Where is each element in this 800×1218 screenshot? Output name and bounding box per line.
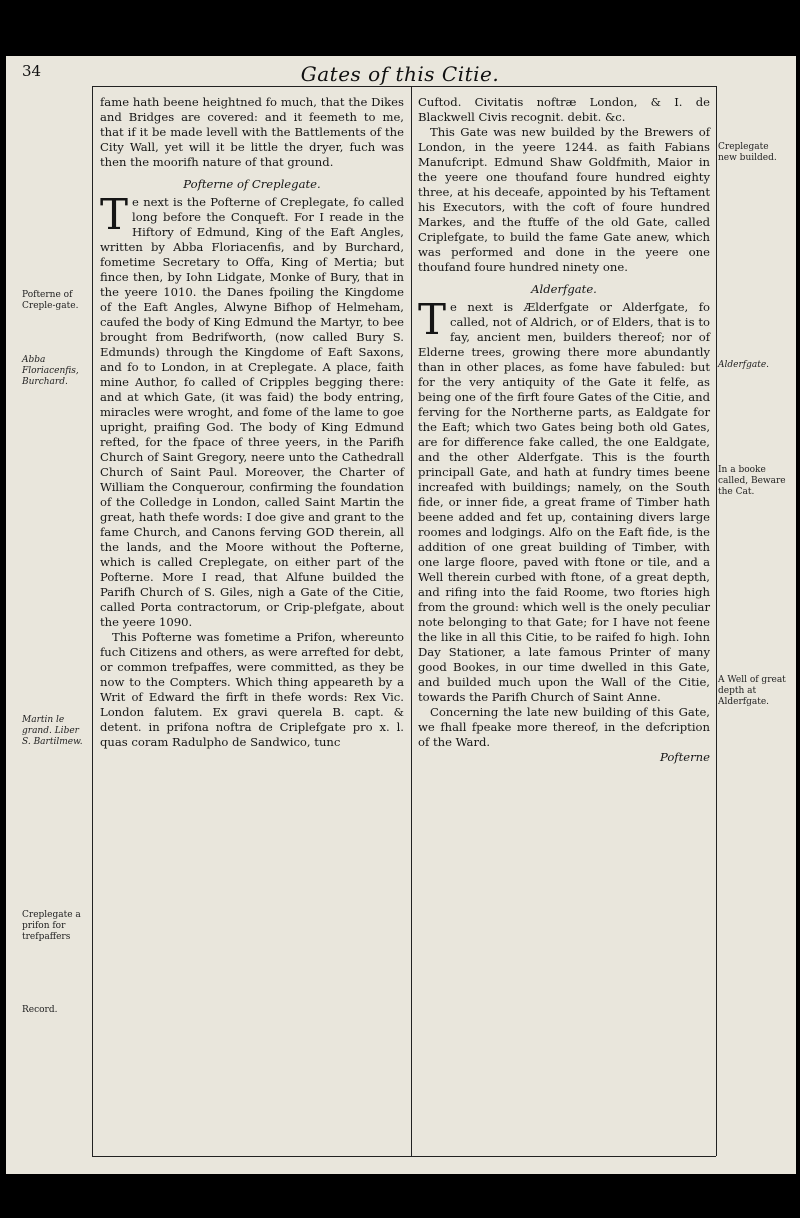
section-heading: Alderfgate. (531, 282, 597, 296)
right-column-rule (716, 86, 717, 1156)
bottom-rule (92, 1156, 716, 1157)
paragraph: Te next is Ælderfgate or Alderfgate, fo called, not of Aldrich, or of Elders, that is to fay, ancient men, builders thereof; nor of Elderne trees, growing there more abundantly than in other places, as fome have fabuled: but for the very antiquity of the Gate it felfe, as being one of the firft foure Gates of the Citie, and ferving for the Northerne parts, as Ealdgate for the Eaft; which two Gates being both old Gates, are for difference fake called, the one Ealdgate, and the other Alderfgate. This is the fourth principall Gate, and hath at fundry times beene increafed with buildings; namely, on the South fide, or inner fide, a great frame of Timber hath beene added and fet up, containing divers large roomes and lodgings. Alfo on the Eaft fide, is the addition of one great building of Timber, with one large floore, paved with ftone or tile, and a Well therein curbed with ftone, of a great depth, and rifing into the faid Roome, two ftories high from the ground: which well is the onely peculiar note belonging to that Gate; for I have not feene the like in all this Citie, to be raifed fo high. Iohn Day Stationer, a late famous Printer of many good Bookes, in our time dwelled in this Gate, and builded much upon the Wall of the Citie, towards the Parifh Church of Saint Anne. (418, 295, 710, 704)
center-column-rule (411, 86, 412, 1156)
margin-note: A Well of great depth at Alderfgate. (718, 675, 786, 707)
paragraph: Cuftod. Civitatis noftræ London, & I. de Blackwell Civis recognit. debit. &c. (418, 95, 710, 124)
section-heading: Pofterne of Creplegate. (183, 177, 321, 191)
margin-note: Alderfgate. (718, 360, 770, 370)
paragraph: Te next is the Pofterne of Creplegate, fo called long before the Conqueft. For I reade in the Hiftory of Edmund, King of the Eaft Angles, written by Abba Floriacenfis, and by Burchard, fometime Secretary to Offa, King of Mertia; but fince then, by Iohn Lidgate, Monke of Bury, that in the yeere 1010. the Danes fpoiling the Kingdome of the Eaft Angles, Alwyne Bifhop of Helmeham, caufed the body of King Edmund the Martyr, to bee brought from Bedrifworth, (now called Bury S. Edmunds) through the Kingdome of Eaft Saxons, and fo to London, in at Creplegate. A place, faith mine Author, fo called of Cripples begging there: and at which Gate, (it was faid) the body entring, miracles were wroght, and fome of the lame to goe upright, praifing God. The body of King Edmund refted, for the fpace of three yeers, in the Parifh Church of Saint Gregory, neere unto the Cathedrall Church of Saint Paul. Moreover, the Charter of William the Conquerour, confirming the foundation of the Colledge in London, called Saint Martin the great, hath thefe words: I doe give and grant to the fame Church, and Canons ferving GOD therein, all the lands, and the Moore without the Pofterne, which is called Creplegate, on either part of the Pofterne. More I read, that Alfune builded the Parifh Church of S. Giles, nigh a Gate of the Citie, called Porta contractorum, or Crip-plefgate, about the yeere 1090. (100, 190, 404, 629)
catchword: Pofterne (660, 750, 710, 764)
margin-note: Martin le grand. Liber S. Bartilmew. (22, 715, 83, 747)
margin-note: Record. (22, 1005, 58, 1015)
margin-note: Pofterne of Creple-gate. (22, 290, 79, 311)
drop-cap: T (100, 190, 129, 239)
margin-note: Abba Floriacenfis, Burchard. (22, 355, 79, 387)
margin-note: Creplegate a prifon for trefpaffers (22, 910, 81, 942)
left-column-rule (92, 86, 93, 1156)
right-text-column (418, 95, 710, 765)
margin-note: Creplegate new builded. (718, 142, 777, 163)
paragraph: This Pofterne was fometime a Prifon, whereunto fuch Citizens and others, as were arrefted for debt, or common trefpaffes, were committed, as they be now to the Compters. Which thing appeareth by a Writ of Edward the firft in thefe words: Rex Vic. London falutem. Ex gravi querela B. capt. & detent. in prifona noftra de Criplefgate pro x. l. quas coram Radulpho de Sandwico, tunc (100, 630, 404, 749)
drop-cap: T (418, 295, 447, 344)
running-title: Gates of this Citie. (300, 62, 500, 86)
top-rule (92, 86, 716, 87)
margin-note: In a booke called, Beware the Cat. (718, 465, 786, 497)
paragraph: This Gate was new builded by the Brewers of London, in the yeere 1244. as faith Fabians Manufcript. Edmund Shaw Goldfmith, Maior in the yeere one thoufand foure hundred eighty three, at his deceafe, appointed by his Teftament his Executors, with the coft of foure hundred Markes, and the ftuffe of the old Gate, called Criplefgate, to build the fame Gate anew, which was performed and done in the yeere one thoufand foure hundred ninety one. (418, 125, 710, 274)
left-text-column (100, 95, 404, 750)
paragraph: fame hath beene heightned fo much, that the Dikes and Bridges are covered: and it feemeth to me, that if it be made levell with the Battlements of the City Wall, yet will it be little the dryer, fuch was then the moorifh nature of that ground. (100, 95, 404, 169)
paragraph: Concerning the late new building of this Gate, we fhall fpeake more thereof, in the defcription of the Ward. (418, 705, 710, 749)
page-number: 34 (22, 62, 42, 80)
